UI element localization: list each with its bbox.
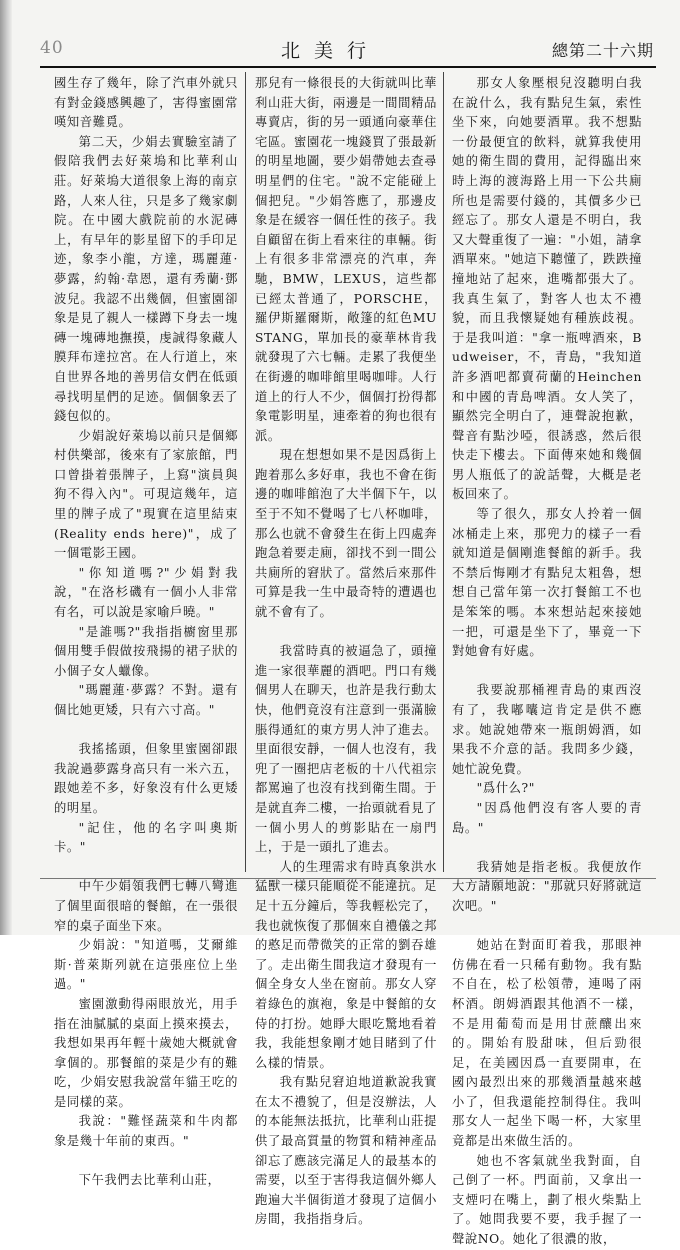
issue-number: 總第二十六期: [551, 41, 654, 60]
paragraph: 我要說那桶裡青島的東西沒有了，我嘟囔這肯定是供不應求。她說她帶來一瓶朗姆酒，如果我不介意的話。我問多少錢，她忙說免費。: [452, 683, 642, 776]
text-column-1: [54, 74, 238, 1188]
paragraph: 人的生理需求有時真象洪水猛獸一樣只能順從不能違抗。足足十五分鐘后，等我輕松完了，我也就恢復了那個來自禮儀之邦的憨足而帶微笑的正常的劉吞雄了。走出衛生間我這才發現有一個全身女人坐在窗前。那女人穿着綠色的旗袍，象是中餐館的女侍的打扮。她睜大眼吃驚地看着我，我能想象剛才她目睹到了什么樣的情景。: [255, 859, 437, 1070]
paragraph: 少娟說好萊塢以前只是個鄉村供樂部，後來有了家旅館，門口曾掛着張牌子，上寫"演員與狗不得入內"。可現這幾年，這里的牌子成了"現實在這里結束(Reality ends here)"，成了一個電影王國。: [54, 428, 238, 561]
paragraph: 中午少娟領我們七轉八彎進了個里面很暗的餐館，在一張很窄的桌子面坐下來。: [54, 879, 238, 933]
column-divider: [245, 72, 246, 872]
paragraph: "記住，他的名字叫奧斯卡。": [54, 820, 238, 855]
paragraph: 我有點兒窘迫地道歉說我實在太不禮貌了，但是沒辦法，人的本能無法抵抗，比華利山莊提供了最高質量的物質和精神產品卻忘了應該完滿足人的最基本的需要，以至于害得我這個外鄉人跑遍大半個街道才發現了這個小房間，我指指身后。: [255, 1075, 437, 1227]
paragraph: 我猜她是指老板。我便放作大方請願地說："那就只好將就這次吧。": [452, 859, 642, 913]
paragraph: 我當時真的被逼急了，頭撞進一家很華麗的酒吧。門口有幾個男人在聊天，也許是我行動太快，他們竟沒有注意到一張滿臉脹得通紅的東方男人沖了進去。里面很安靜，一個人也沒有，我兜了一圈把店老板的十八代祖宗都罵遍了也沒有找到衛生間。于是就直奔二樓，一抬頭就看見了一個小男人的剪影貼在一扇門上，于是一頭扎了進去。: [255, 644, 437, 855]
text-column-3: [452, 74, 642, 1247]
paragraph: 蜜園激動得兩眼放光，用手指在油膩膩的桌面上摸來摸去，我想如果再年輕十歲她大概就會拿個的。那餐館的菜是少有的難吃，少娟安慰我說當年貓王吃的是同樣的菜。: [54, 996, 238, 1109]
paragraph: 她站在對面盯着我，那眼神仿佛在看一只稀有動物。我有點不自在，松了松領帶，連喝了兩杯酒。朗姆酒跟其他酒不一樣，不是用葡萄而是用甘蔗釀出來的。開始有股甜味，但后勁很足，在美國因爲一直要開車，在國內最烈出來的那幾酒量越來越小了，但我還能控制得住。我叫那女人一起坐下喝一杯，大家里竟都是出來做生活的。: [452, 938, 642, 1149]
paragraph: 國生存了幾年，除了汽車外就只有對金錢感興趣了，害得蜜園常嘆知音難覓。: [54, 76, 238, 130]
paragraph: "因爲他們沒有客人要的青島。": [452, 800, 642, 835]
paragraph: 我說："難怪蔬菜和牛肉都象是幾十年前的東西。": [54, 1114, 238, 1149]
paragraph: 那女人象壓根兒沒聽明白我在說什么，我有點兒生氣，索性坐下來，向她要酒單。我不想點一份最便宜的飲料，就算我使用她的衛生間的費用，記得臨出來時上海的渡海路上用一下公共廁所也是需要付錢的，其價多少已經忘了。那女人還是不明白，我又大聲重復了一遍："小姐，請拿酒單來。"她這下聽懂了，跌跌撞撞地站了起來，進嘴都張大了。我真生氣了，對客人也太不禮貌，而且我懷疑她有種族歧視。于是我叫道："拿一瓶啤酒來，Budweiser，不，青島，"我知道許多酒吧都賣荷蘭的Heinchen和中國的青島啤酒。女人笑了，顯然完全明白了，連聲說抱歉，聲音有點沙啞，很誘惑，然后很快走下樓去。下面傳來她和幾個男人瓶低了的說話聲，大概是老板回來了。: [452, 76, 642, 502]
footer-rule: [40, 878, 656, 879]
header-rule: [40, 66, 656, 68]
scan-edge: [0, 0, 12, 935]
paragraph: 第二天，少娟去實驗室請了假陪我們去好萊塢和比華利山莊。好萊塢大道很象上海的南京路，人來人往，只是多了幾家劇院。在中國大戲院前的水泥磚上，有早年的影星留下的手印足迹，象李小龍，方達，瑪麗蓮·夢露，約翰·韋恩，還有秀蘭·鄧波兒。我認不出幾個，但蜜園卻象是見了親人一樣蹲下身去一塊磚一塊磚地撫摸，虔誠得象藏人膜拜布達拉宮。在人行道上，來自世界各地的善男信女們在低頭尋找明星們的足迹。個個象丟了錢包似的。: [54, 134, 238, 424]
paragraph: 她也不客氣就坐我對面，自己倒了一杯。門面前，又拿出一支煙叼在嘴上，劃了根火柴點上了。她問我要不要，我手握了一聲說NO。她化了很濃的妝，: [452, 1153, 642, 1247]
paragraph: 我搖搖頭，但象里蜜園卻跟我說過夢露身高只有一米六五，跟她差不多，好象沒有什么更矮的明星。: [54, 742, 238, 815]
paragraph: "你知道嗎?"少娟對我說，"在洛杉磯有一個小人非常有名，可以說是家喻戶曉。": [54, 565, 238, 620]
paragraph: 那兒有一條很長的大街就叫比華利山莊大街，兩邊是一間間精品專賣店，街的另一頭通向豪華住宅區。蜜園花一塊錢買了張最新的明星地圖，要少娟帶她去查尋明星們的住宅。"說不定能碰上個把兒。"少娟答應了，那邊皮象是在緩容一個任性的孩子。我自顧留在街上看來往的車輛。街上有很多非常漂亮的汽車，奔馳，BMW，LEXUS，這些都已經太普通了，PORSCHE，羅伊斯羅爾斯，敞篷的紅色MUSTANG，單加長的豪華林肯我就發現了六七輛。走累了我便坐在街邊的咖啡館里喝咖啡。人行道上的行人不少，個個打扮得都象電影明星，連牽着的狗也很有派。: [255, 76, 437, 443]
paragraph: 少娟說："知道嗎，艾爾維斯·普萊斯列就在這張座位上坐過。": [54, 938, 238, 992]
column-divider: [443, 72, 444, 872]
page-header: [36, 34, 664, 62]
paragraph: "是誰嗎?"我指指櫥窗里那個用雙手假做按飛揚的裙子狀的小個子女人蠟像。: [54, 624, 238, 678]
page-number: 40: [40, 38, 64, 58]
paragraph: 等了很久，那女人拎着一個冰桶走上來，那兜力的樣子一看就知道是個剛進餐館的新手。我不禁后悔剛才有點兒太粗魯，想想自己當年第一次打餐館工不也是笨笨的嗎。本來想站起來接她一把，可還是坐下了，畢竟一下對她會有好處。: [452, 507, 642, 659]
magazine-title: 北美行: [281, 40, 381, 62]
paragraph: "爲什么?": [476, 781, 535, 796]
paragraph: 現在想想如果不是因爲街上跑着那么多好車，我也不會在街邊的咖啡館泡了大半個下午，以至于不知不覺喝了七八杯咖啡，那么也就不會發生在街上四處奔跑急着要走廁，卻找不到一間公共廁所的窘狀了。當然后來那件可算是我一生中最奇特的遭遇也就不會有了。: [255, 448, 437, 620]
paragraph: "瑪麗蓮·夢露？不對。還有個比她更矮，只有六寸高。": [54, 683, 238, 717]
paragraph: 下午我們去比華利山莊，: [78, 1173, 221, 1188]
text-column-2: [255, 74, 437, 1227]
